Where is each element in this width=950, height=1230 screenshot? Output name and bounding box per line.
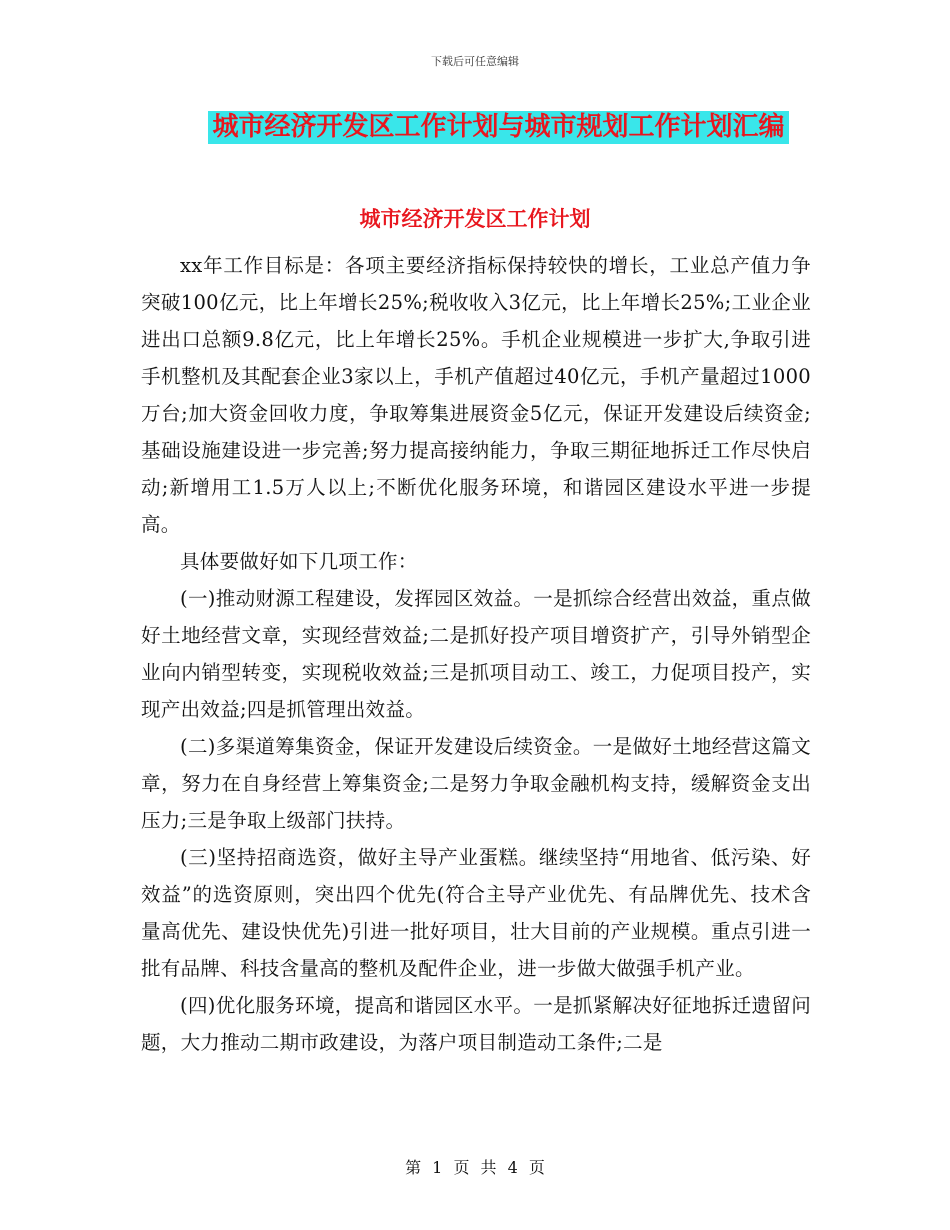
document-body xyxy=(141,247,811,1061)
header-note: 下载后可任意编辑 xyxy=(431,55,519,68)
document-title: 城市经济开发区工作计划与城市规划工作计划汇编 xyxy=(208,111,789,144)
page-number-footer: 第 1 页 共 4 页 xyxy=(405,1158,545,1177)
paragraph-item-1: (一)推动财源工程建设，发挥园区效益。一是抓综合经营出效益，重点做好土地经营文章，实现经营效益;二是抓好投产项目增资扩产，引导外销型企业向内销型转变，实现税收效益;三是抓项目动工、竣工，力促项目投产，实现产出效益;四是抓管理出效益。 xyxy=(141,587,811,721)
paragraph-item-4: (四)优化服务环境，提高和谐园区水平。一是抓紧解决好征地拆迁遗留问题，大力推动二期市政建设，为落户项目制造动工条件;二是 xyxy=(141,994,811,1054)
section-title: 城市经济开发区工作计划 xyxy=(359,207,591,231)
paragraph-goals: xx年工作目标是：各项主要经济指标保持较快的增长，工业总产值力争突破100亿元，比上年增长25%;税收收入3亿元，比上年增长25%;工业企业进出口总额9.8亿元，比上年增长25%。手机企业规模进一步扩大,争取引进手机整机及其配套企业3家以上，手机产值超过40亿元，手机产量超过1000万台;加大资金回收力度，争取筹集进展资金5亿元，保证开发建设后续资金;基础设施建设进一步完善;努力提高接纳能力，争取三期征地拆迁工作尽快启动;新增用工1.5万人以上;不断优化服务环境，和谐园区建设水平进一步提高。 xyxy=(141,254,811,536)
paragraph-item-2: (二)多渠道筹集资金，保证开发建设后续资金。一是做好土地经营这篇文章，努力在自身经营上筹集资金;二是努力争取金融机构支持，缓解资金支出压力;三是争取上级部门扶持。 xyxy=(141,735,811,832)
paragraph-intro: 具体要做好如下几项工作： xyxy=(180,550,418,573)
paragraph-item-3: (三)坚持招商选资，做好主导产业蛋糕。继续坚持“用地省、低污染、好效益”的选资原则，突出四个优先(符合主导产业优先、有品牌优先、技术含量高优先、建设快优先)引进一批好项目，壮大目前的产业规模。重点引进一批有品牌、科技含量高的整机及配件企业，进一步做大做强手机产业。 xyxy=(141,846,811,980)
